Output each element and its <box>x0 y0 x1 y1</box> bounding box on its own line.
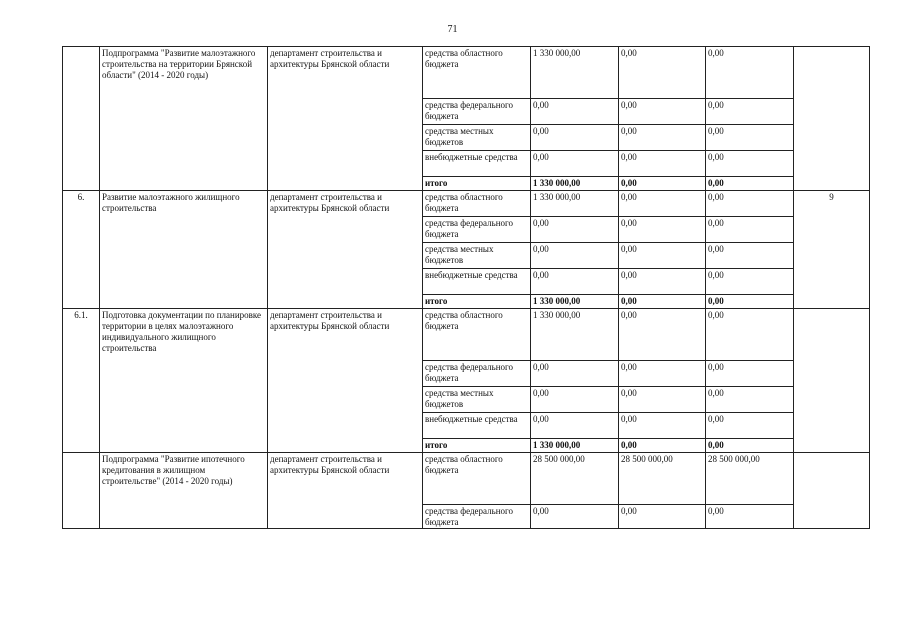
amount-col-1: 0,00 <box>531 505 619 529</box>
item-number: 6.1. <box>63 309 100 453</box>
amount-col-3: 0,00 <box>706 47 794 99</box>
funding-source: средства местных бюджетов <box>423 243 531 269</box>
table-row <box>63 453 870 505</box>
amount-col-2: 0,00 <box>619 269 706 295</box>
table-row <box>63 47 870 99</box>
amount-col-1: 28 500 000,00 <box>531 453 619 505</box>
item-executor: департамент строительства и архитектуры Брянской области <box>268 309 423 453</box>
amount-col-3: 0,00 <box>706 191 794 217</box>
amount-col-1: 0,00 <box>531 125 619 151</box>
amount-col-2: 0,00 <box>619 243 706 269</box>
amount-col-1: 0,00 <box>531 361 619 387</box>
amount-col-1: 0,00 <box>531 217 619 243</box>
amount-col-2: 0,00 <box>619 309 706 361</box>
item-number: 6. <box>63 191 100 309</box>
amount-col-2: 0,00 <box>619 47 706 99</box>
funding-source: внебюджетные средства <box>423 269 531 295</box>
funding-source: средства федерального бюджета <box>423 505 531 529</box>
amount-col-3: 0,00 <box>706 309 794 361</box>
funding-source: средства местных бюджетов <box>423 125 531 151</box>
goal-indicator <box>794 453 870 529</box>
funding-source: внебюджетные средства <box>423 413 531 439</box>
item-number <box>63 47 100 191</box>
funding-source: средства областного бюджета <box>423 453 531 505</box>
amount-col-2: 0,00 <box>619 151 706 177</box>
amount-col-1: 1 330 000,00 <box>531 295 619 309</box>
amount-col-3: 28 500 000,00 <box>706 453 794 505</box>
amount-col-2: 0,00 <box>619 99 706 125</box>
goal-indicator <box>794 309 870 453</box>
funding-source: средства областного бюджета <box>423 47 531 99</box>
amount-col-1: 0,00 <box>531 413 619 439</box>
item-executor: департамент строительства и архитектуры Брянской области <box>268 191 423 309</box>
amount-col-3: 0,00 <box>706 505 794 529</box>
amount-col-1: 1 330 000,00 <box>531 309 619 361</box>
funding-source: итого <box>423 439 531 453</box>
funding-source: итого <box>423 177 531 191</box>
amount-col-3: 0,00 <box>706 177 794 191</box>
amount-col-3: 0,00 <box>706 243 794 269</box>
item-executor: департамент строительства и архитектуры Брянской области <box>268 453 423 529</box>
amount-col-1: 0,00 <box>531 269 619 295</box>
amount-col-3: 0,00 <box>706 295 794 309</box>
amount-col-2: 0,00 <box>619 505 706 529</box>
amount-col-1: 1 330 000,00 <box>531 177 619 191</box>
item-title: Подпрограмма "Развитие малоэтажного строительства на территории Брянской области" (2014 - 2020 годы) <box>100 47 268 191</box>
amount-col-1: 1 330 000,00 <box>531 47 619 99</box>
amount-col-2: 0,00 <box>619 361 706 387</box>
item-number <box>63 453 100 529</box>
amount-col-1: 0,00 <box>531 243 619 269</box>
amount-col-1: 0,00 <box>531 151 619 177</box>
item-title: Развитие малоэтажного жилищного строительства <box>100 191 268 309</box>
amount-col-2: 0,00 <box>619 217 706 243</box>
funding-source: средства федерального бюджета <box>423 99 531 125</box>
amount-col-2: 0,00 <box>619 191 706 217</box>
budget-table <box>62 46 870 529</box>
amount-col-1: 1 330 000,00 <box>531 191 619 217</box>
amount-col-3: 0,00 <box>706 387 794 413</box>
amount-col-3: 0,00 <box>706 439 794 453</box>
goal-indicator <box>794 47 870 191</box>
amount-col-3: 0,00 <box>706 361 794 387</box>
funding-source: средства местных бюджетов <box>423 387 531 413</box>
amount-col-2: 0,00 <box>619 177 706 191</box>
amount-col-2: 0,00 <box>619 125 706 151</box>
funding-source: средства федерального бюджета <box>423 217 531 243</box>
amount-col-2: 28 500 000,00 <box>619 453 706 505</box>
goal-indicator: 9 <box>794 191 870 309</box>
item-executor: департамент строительства и архитектуры Брянской области <box>268 47 423 191</box>
funding-source: средства федерального бюджета <box>423 361 531 387</box>
amount-col-3: 0,00 <box>706 269 794 295</box>
amount-col-3: 0,00 <box>706 151 794 177</box>
amount-col-2: 0,00 <box>619 387 706 413</box>
funding-source: средства областного бюджета <box>423 309 531 361</box>
amount-col-2: 0,00 <box>619 439 706 453</box>
page-number: 71 <box>447 24 458 35</box>
amount-col-2: 0,00 <box>619 295 706 309</box>
amount-col-1: 1 330 000,00 <box>531 439 619 453</box>
amount-col-2: 0,00 <box>619 413 706 439</box>
funding-source: итого <box>423 295 531 309</box>
item-title: Подготовка документации по планировке территории в целях малоэтажного индивидуального жилищного строительства <box>100 309 268 453</box>
table-row <box>63 309 870 361</box>
funding-source: средства областного бюджета <box>423 191 531 217</box>
item-title: Подпрограмма "Развитие ипотечного кредитования в жилищном строительстве" (2014 - 2020 годы) <box>100 453 268 529</box>
amount-col-3: 0,00 <box>706 125 794 151</box>
table-row <box>63 191 870 217</box>
amount-col-1: 0,00 <box>531 99 619 125</box>
funding-source: внебюджетные средства <box>423 151 531 177</box>
amount-col-3: 0,00 <box>706 99 794 125</box>
amount-col-3: 0,00 <box>706 217 794 243</box>
amount-col-1: 0,00 <box>531 387 619 413</box>
amount-col-3: 0,00 <box>706 413 794 439</box>
